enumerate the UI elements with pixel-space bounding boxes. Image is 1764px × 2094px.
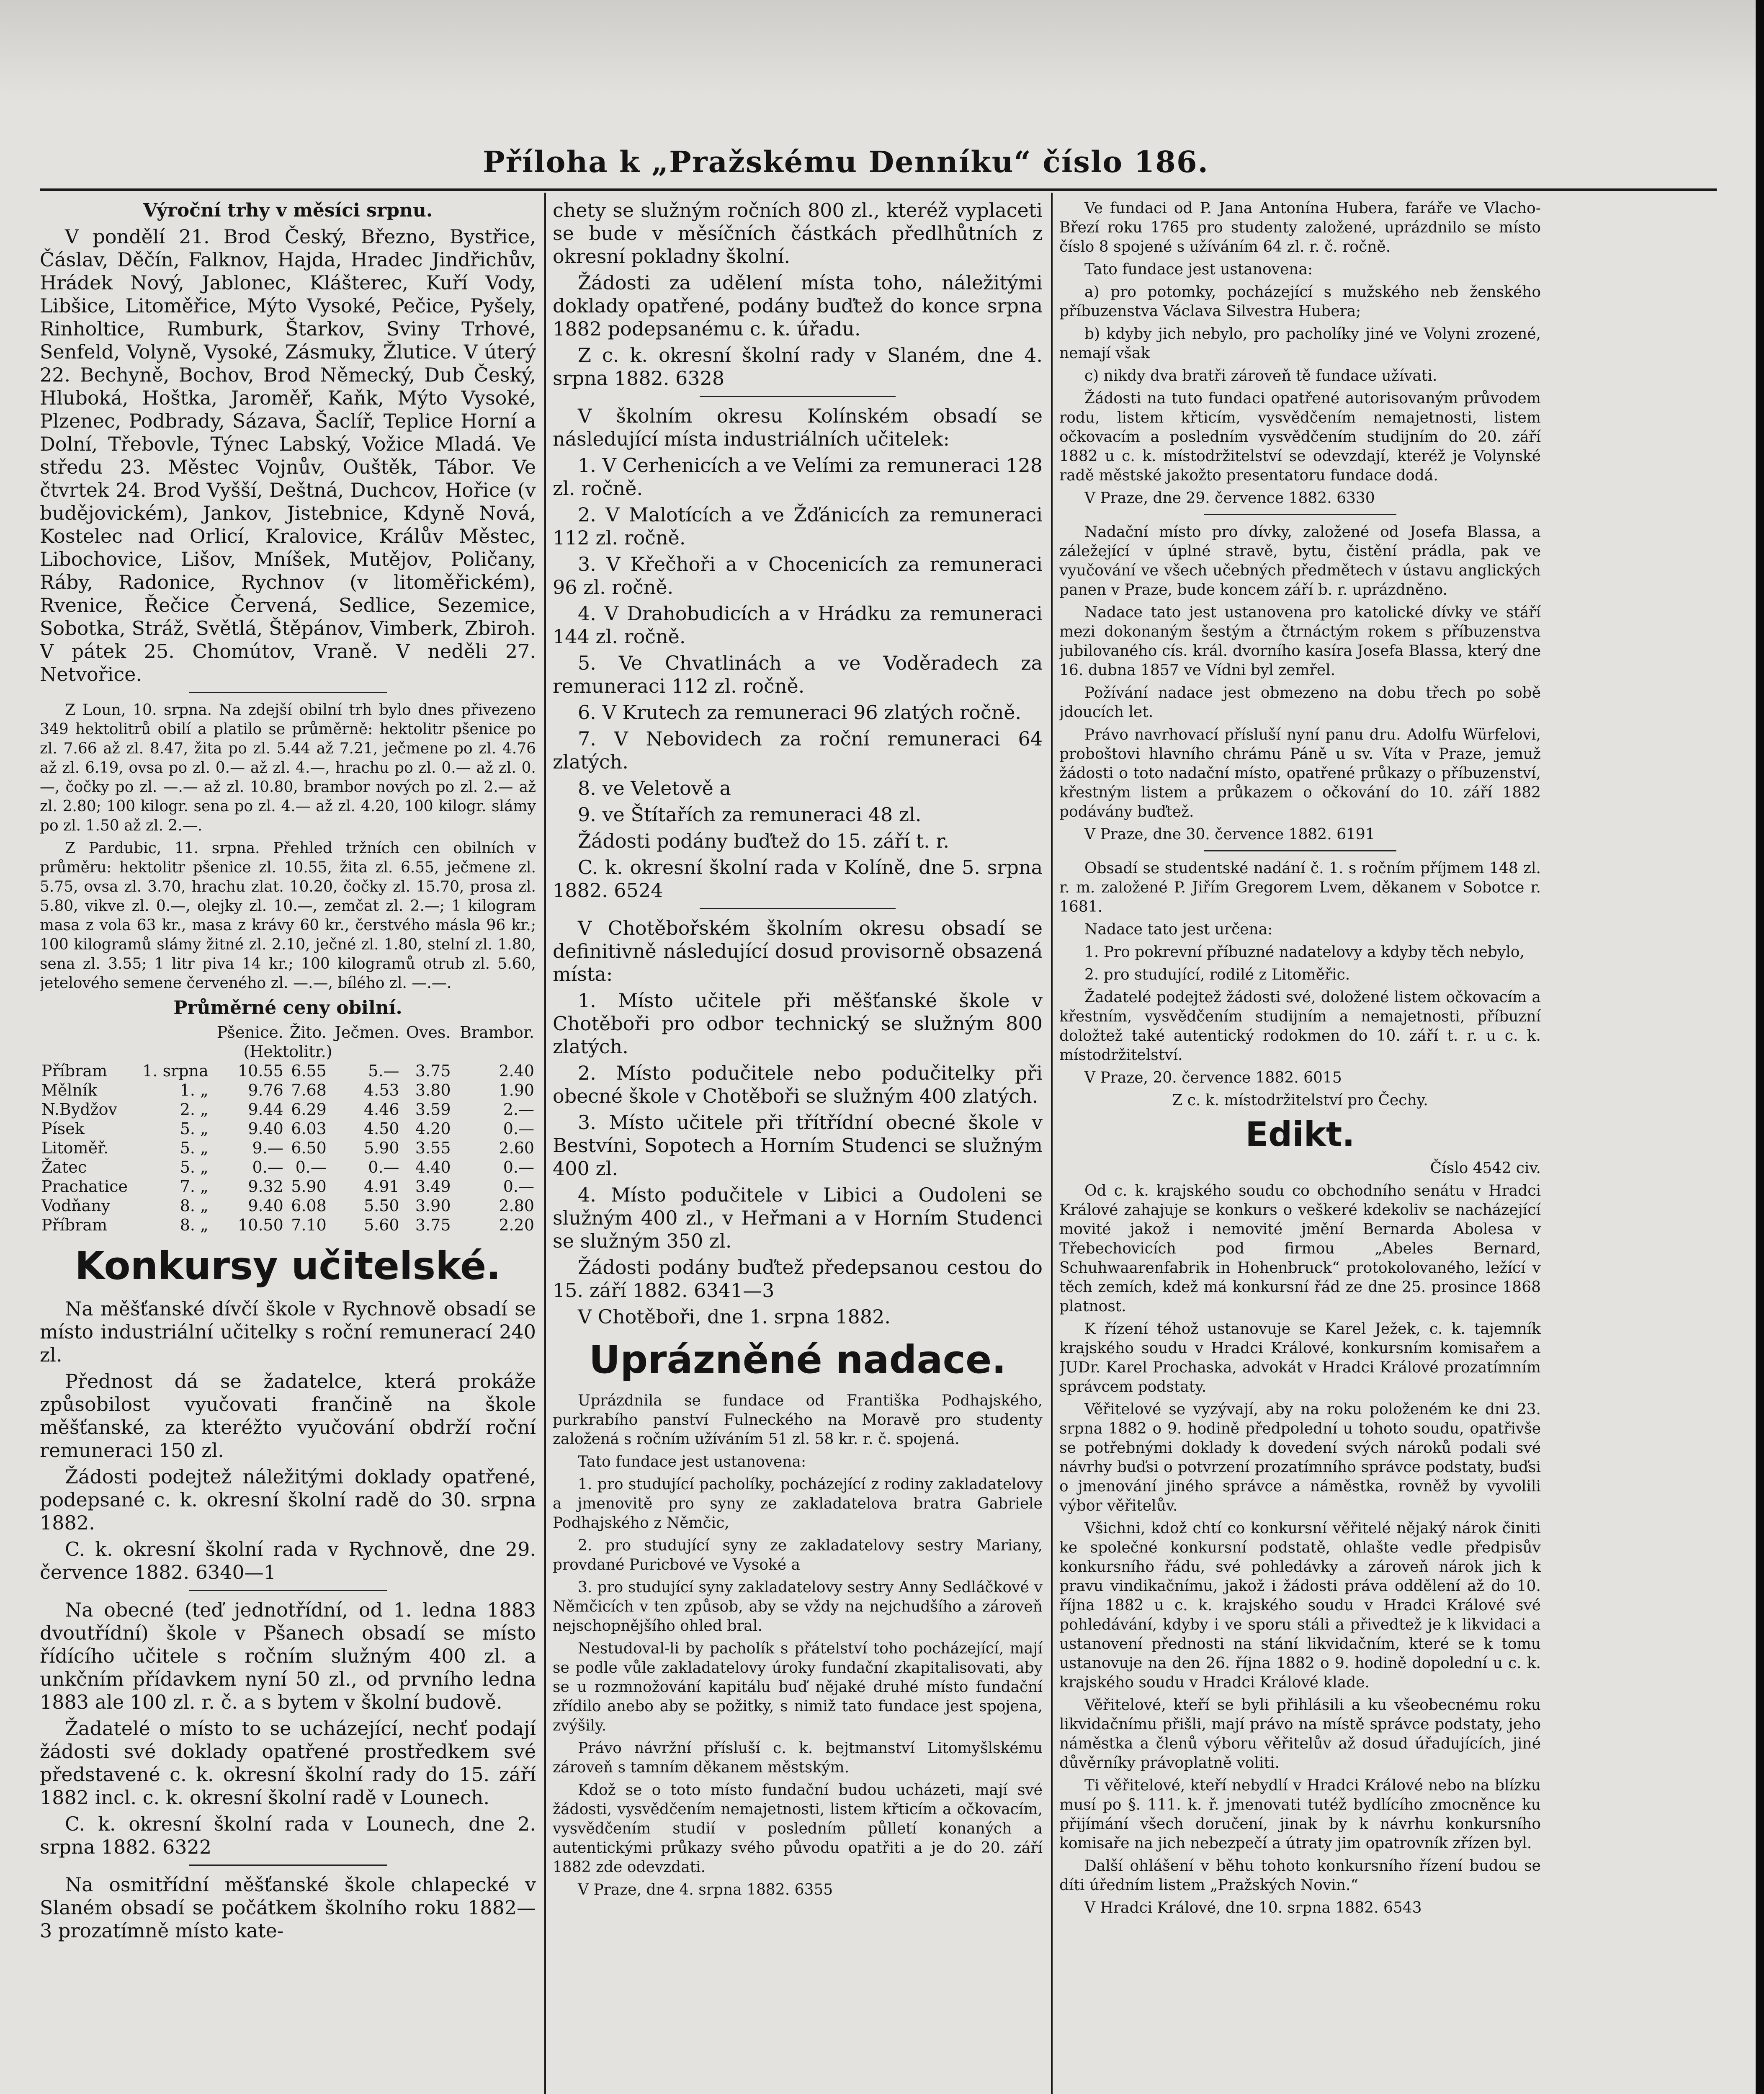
foundation-paragraph: Obsadí se studentské nadání č. 1. s ročním příjmem 148 zl. r. m. založené P. Jiřím Gregorem Lvem, děkanem v Sobotce r. 1681. [1059, 860, 1541, 915]
table-cell: 5.50 [363, 1197, 399, 1215]
table-cell: Žatec [41, 1158, 87, 1176]
separator [189, 692, 387, 693]
edict-paragraph: Věřitelové, kteří se byli přihlásili a ku všeobecnému roku likvidačnímu přišli, mají právo na místě správce podstaty, jeho náměstka a členů výboru věřitelův až dosud úřadujících, jiné důvěrníky právoplatně voliti. [1059, 1697, 1541, 1772]
table-header-cell [40, 1023, 136, 1042]
list-item: 4. V Drahobudicích a v Hrádku za remuneraci 144 zl. ročně. [553, 602, 1043, 648]
notice-signature: V Chotěboři, dne 1. srpna 1882. [578, 1305, 891, 1328]
foundation-signature: V Praze, dne 4. srpna 1882. 6355 [578, 1881, 833, 1898]
foundation-paragraph: Žadatelé podejtež žádosti své, doložené listem očkovacím a křestním, vysvědčením studijním a nemajetnosti, příbuzní doložtež také autentický rodokmen do 10. září t. r. u c. k. místodržitelství. [1059, 989, 1541, 1064]
competition-signature: C. k. okresní školní rada v Lounech, dne 2. srpna 1882. 6322 [40, 1813, 536, 1858]
separator [189, 1864, 387, 1866]
table-unit: (Hektolitr.) [243, 1042, 332, 1061]
teacher-competitions-title: Konkursy učitelské. [75, 1243, 501, 1288]
separator [700, 908, 896, 909]
table-cell: 0.— [503, 1158, 534, 1176]
louny-market-report: Z Loun, 10. srpna. Na zdejší obilní trh bylo dnes přivezeno 349 hektolitrů obilí a platilo se průměrně: hektolitr pšenice po zl. 7.66 až zl. 8.47, žita po zl. 5.44 až 7.21, ječmene po zl. 4.76 až zl. 6.19, ovsa po zl. 0.— až zl. 4.—, hrachu po zl. 0.— až zl. 0.—, čočky po zl. —.— až zl. 10.80, brambor nových po zl. 2.— až zl. 2.80; 100 kilogr. sena po zl. 4.— až zl. 4.20, 100 kilogr. slámy po zl. 1.50 až zl. 2.—. [40, 701, 536, 834]
table-cell: 0.— [503, 1119, 534, 1138]
table-cell: Mělník [41, 1081, 98, 1099]
list-item: 2. V Malotících a ve Žďánicích za remuneraci 112 zl. ročně. [553, 503, 1043, 549]
table-cell: 5.90 [291, 1177, 327, 1196]
edict-paragraph: Od c. k. krajského soudu co obchodního senátu v Hradci Králové zahajuje se konkurs o veškeré kdekoliv se nacházející movité jakož i nemovité jmění Bernarda Abolesa v Třebechovicích pod firmou „Abeles Bernard, Schuhwaarenfabrik in Hohenbruck“ protokolovaného, ležící v těch zemích, kdež má konkursní řád ze dne 25. prosince 1868 platnost. [1059, 1182, 1541, 1315]
edict-signature: V Hradci Králové, dne 10. srpna 1882. 6543 [1084, 1899, 1422, 1916]
competition-paragraph: Přednost dá se žadatelce, která prokáže způsobilost vyučovati frančině na škole měšťanské, za kteréžto vyučování obdrží roční remuneraci 150 zl. [40, 1370, 536, 1462]
table-row [40, 1081, 536, 1100]
table-cell: 5.60 [363, 1216, 399, 1234]
table-row [40, 1196, 536, 1215]
table-cell: 3.59 [415, 1100, 451, 1119]
table-cell: 9.32 [248, 1177, 283, 1196]
table-cell: Vodňany [41, 1197, 111, 1215]
header-rule [40, 188, 1717, 191]
table-unit-row [40, 1042, 536, 1061]
foundation-authority: Z c. k. místodržitelství pro Čechy. [1172, 1092, 1428, 1109]
competition-paragraph: Žádosti podejtež náležitými doklady opatřené, podepsané c. k. okresní školní radě do 30. srpna 1882. [40, 1465, 536, 1534]
notice-paragraph: Žádosti podány buďtež předepsanou cestou do 15. září 1882. 6341—3 [553, 1256, 1043, 1302]
table-cell: 3.75 [415, 1062, 451, 1080]
table-header-cell [136, 1023, 210, 1042]
list-item: 4. Místo podučitele v Libici a Oudoleni se služným 400 zl., v Heřmani a v Horním Studenci se služným 350 zl. [553, 1184, 1043, 1252]
table-cell: 4.91 [363, 1177, 399, 1196]
table-cell: 10.50 [238, 1216, 283, 1234]
table-header-cell: Žito. [289, 1023, 327, 1042]
table-row [40, 1158, 536, 1177]
list-item: 1. Místo učitele při měšťanské škole v Chotěboři pro odbor technický se služným 800 zlatých. [553, 989, 1043, 1058]
foundation-paragraph: a) pro potomky, pocházející s mužského neb ženského příbuzenstva Václava Silvestra Hubera; [1059, 284, 1541, 320]
competition-signature: C. k. okresní školní rada v Rychnově, dne 29. července 1882. 6340—1 [40, 1538, 536, 1583]
table-cell: 2.40 [499, 1062, 534, 1080]
competition-paragraph: Na osmitřídní měšťanské škole chlapecké v Slaném obsadí se počátkem školního roku 1882—3 prozatímně místo kate- [40, 1873, 536, 1942]
table-cell: 9.— [252, 1139, 283, 1157]
foundation-paragraph: Tato fundace jest ustanovena: [1084, 261, 1313, 278]
list-item: 7. V Nebovidech za roční remuneraci 64 zlatých. [553, 727, 1043, 773]
foundation-paragraph: 3. pro studující syny zakladatelovy sestry Anny Sedláčkové v Němčicích v ten způsob, aby se vždy na nejchudšího a zároveň nejschopnějšího ohled bral. [553, 1579, 1043, 1635]
table-header-cell: Oves. [406, 1023, 451, 1042]
table-cell: 3.49 [415, 1177, 451, 1196]
foundation-paragraph: Právo navrhovací přísluší nyní panu dru. Adolfu Würfelovi, proboštovi hlavního chrámu Páně u sv. Víta v Praze, jemuž žádosti o toto nadační místo, opatřené průkazy o příbuzenství, křestným listem a průkazem o očkování do 10. září 1882 podávány buďtež. [1059, 726, 1541, 820]
edict-paragraph: Další ohlášení v běhu tohoto konkursního řízení budou se díti úředním listem „Pražských Novin.“ [1059, 1857, 1541, 1894]
list-item: 6. V Krutech za remuneraci 96 zlatých ročně. [578, 701, 1022, 724]
column-divider-1 [544, 193, 546, 2094]
notice-paragraph: V školním okresu Kolínském obsadí se následující místa industriálních učitelek: [553, 405, 1043, 450]
table-cell: 3.75 [415, 1216, 451, 1234]
competition-paragraph: Na měšťanské dívčí škole v Rychnově obsadí se místo industriální učitelky s roční remunerací 240 zl. [40, 1297, 536, 1366]
table-cell: 3.90 [415, 1197, 451, 1215]
table-cell: 4.40 [415, 1158, 451, 1176]
edict-paragraph: Všichni, kdož chtí co konkursní věřitelé nějaký nárok činiti ke společné konkursní podstatě, ohlašte vedle předpisův konkursního řádu, své pohledávky a zároveň nárok jich k pravu vindikačnímu, jakož i žádosti práva oddělení až do 10. října 1882 u c. k. krajského soudu v Hradci Králové své pohledávání, kdyby i ve sporu stáli a přivedtež je k likvidaci a ustanovení přednosti na stání likvidačním, které se k tomu ustanovuje na den 26. října 1882 o 9. hodině dopolední u c. k. krajského soudu v Hradci Králové klade. [1059, 1520, 1541, 1691]
table-row [40, 1215, 536, 1235]
page-right-edge [1756, 0, 1764, 2094]
table-cell: 5.90 [363, 1139, 399, 1157]
table-cell: 9.44 [248, 1100, 283, 1119]
list-item: 8. ve Veletově a [578, 777, 731, 799]
table-cell: 5. „ [180, 1139, 209, 1157]
table-cell: 8. „ [180, 1216, 209, 1234]
table-cell: 4.50 [363, 1119, 399, 1138]
column-2 [553, 199, 1043, 2094]
table-cell: 4.53 [363, 1081, 399, 1099]
table-cell: 6.03 [291, 1119, 327, 1138]
foundation-paragraph: Uprázdnila se fundace od Františka Podhajského, purkrabího panství Fulneckého na Moravě pro studenty založená s ročním užíváním 51 zl. 58 kr. r. č. spojená. [553, 1392, 1043, 1448]
foundation-paragraph: Tato fundace jest ustanovena: [578, 1453, 806, 1470]
separator [189, 1590, 387, 1591]
table-cell: 8. „ [180, 1197, 209, 1215]
table-header-cell: Pšenice. [216, 1023, 283, 1042]
competition-paragraph: Na obecné (teď jednotřídní, od 1. ledna 1883 dvoutřídní) škole v Pšanech obsadí se místo řídícího učitele s ročním služným 400 zl. a unkčním přídavkem nyní 50 zl., od prvního ledna 1883 ale 100 zl. r. č. a s bytem v školní budově. [40, 1599, 536, 1713]
table-cell: 6.08 [291, 1197, 327, 1215]
table-cell: Litoměř. [41, 1139, 109, 1157]
notice-paragraph: V Chotěbořském školním okresu obsadí se definitivně následující dosud provisorně obsazená místa: [553, 917, 1043, 985]
foundation-paragraph: 1. Pro pokrevní příbuzné nadatelovy a kdyby těch nebylo, [1084, 944, 1525, 961]
foundation-paragraph: Právo návržní přísluší c. k. bejtmanství Litomyšlskému zároveň s tamním děkanem městským. [553, 1740, 1043, 1776]
foundation-paragraph: 2. pro studující syny ze zakladatelovy sestry Mariany, provdané Puricbové ve Vysoké a [553, 1537, 1043, 1573]
foundation-signature: V Praze, dne 29. července 1882. 6330 [1084, 490, 1375, 507]
foundation-paragraph: Kdož se o toto místo fundační budou ucházeti, mají své žádosti, vysvědčením nemajetnosti, listem křticím a očkovacím, vysvědčením studií v posledním půlletí konaných a autentickými průkazy svého původu opatřiti a je do 20. září 1882 zde odevzdati. [553, 1782, 1043, 1876]
edict-paragraph: K řízení téhož ustanovuje se Karel Ježek, c. k. tajemník krajského soudu v Hradci Králové, konkursním komisařem a JUDr. Karel Prochaska, advokát v Hradci Králové prozatímním správcem podstaty. [1059, 1320, 1541, 1395]
table-cell: 5. „ [180, 1119, 209, 1138]
edict-paragraph: Ti věřitelové, kteří nebydlí v Hradci Králové nebo na blízku musí po §. 111. k. ř. jmenovati tutéž bydlícího zmocněnce ku přijímání všech doručení, jinak by k návrhu konkursního komisaře na jich nebezpečí a útraty jim opatrovník zřízen byl. [1059, 1777, 1541, 1852]
table-header-row [40, 1023, 536, 1042]
table-cell: 2.80 [499, 1197, 534, 1215]
pardubice-market-report: Z Pardubic, 11. srpna. Přehled tržních cen obilních v průměru: hektolitr pšenice zl. 10.55, žita zl. 6.55, ječmene zl. 5.75, ovsa zl. 3.70, hrachu zlat. 10.20, čočky zl. 15.70, prosa zl. 5.80, vikve zl. 0.—, olejky zl. 10.—, zemčat zl. 2.—; 1 kilogram masa z volа 63 kr., masa z krávy 60 kr., čerstvého másla 96 kr.; 100 kilogramů slámy žitné zl. 2.10, ječné zl. 1.80, stelní zl. 1.80, sena zl. 3.55; 1 litr piva 14 kr.; 100 kilogramů otrub zl. 5.60, jetelového semene červeného zl. —.—, bílého zl. —.—. [40, 840, 536, 992]
foundation-paragraph: Nadační místo pro dívky, založené od Josefa Blassa, a záležející v úplné stravě, bytu, čistění prádla, pak ve vyučování ve všech učebných předmětech v ústavu anglických panen v Praze, bude koncem září b. r. uprázdněno. [1059, 524, 1541, 598]
table-row [40, 1138, 536, 1158]
table-cell: Písek [41, 1119, 85, 1138]
foundation-paragraph: Žádosti na tuto fundaci opatřené autorisovaným průvodem rodu, listem křticím, vysvědčením nemajetnosti, listem očkovacím a posledním vysvědčením studijním do 20. září 1882 u c. k. místodržitelství se odevzdají, kteréž je Volynské radě městské jakožto presentatoru fundace dodá. [1059, 390, 1541, 484]
markets-title: Výroční trhy v měsíci srpnu. [143, 200, 433, 221]
separator [1204, 514, 1396, 515]
table-cell: 4.20 [415, 1119, 451, 1138]
edict-title: Edikt. [1245, 1115, 1355, 1154]
table-cell: 2.20 [499, 1216, 534, 1234]
table-cell: 1.90 [499, 1081, 534, 1099]
markets-text: V pondělí 21. Brod Český, Březno, Bystřice, Čáslav, Děčín, Falknov, Hajda, Hradec Jindřichův, Hrádek Nový, Jablonec, Klášterec, Kuří Vody, Libšice, Litoměřice, Mýto Vysoké, Pečice, Pyšely, Rinholtice, Rumburk, Štarkov, Sviny Trhové, Senfeld, Volyně, Vysoké, Zásmuky, Žlutice. V úterý 22. Bechyně, Bochov, Brod Německý, Dub Český, Hluboká, Hoštka, Jaroměř, Kaňk, Mýto Vysoké, Plzenec, Podbrady, Sázava, Šaclíř, Teplice Horní a Dolní, Třebovle, Týnec Labský, Vožice Mladá. Ve středu 23. Městec Vojnův, Ouštěk, Tábor. Ve čtvrtek 24. Brod Vyšší, Deštná, Duchcov, Hořice (v budějovickém), Jankov, Jistebnice, Kdyně Nová, Kostelec nad Orlicí, Kralovice, Králův Městec, Libochovice, Lišov, Mníšek, Mutějov, Poličany, Ráby, Radonice, Rychnov (v litoměřickém), Rvenice, Řečice Červená, Sedlice, Sezemice, Sobotka, Stráž, Světlá, Štěpánov, Vimberk, Zbiroh. V pátek 25. Chomútov, Vraně. V neděli 27. Netvořice. [40, 225, 536, 686]
column-3 [1059, 199, 1541, 2094]
notice-signature: Z c. k. okresní školní rady v Slaném, dne 4. srpna 1882. 6328 [553, 344, 1043, 389]
foundation-signature: V Praze, dne 30. července 1882. 6191 [1084, 826, 1375, 843]
grain-prices-title: Průměrné ceny obilní. [173, 997, 402, 1019]
table-header-cell: Brambor. [459, 1023, 534, 1042]
table-cell: 5. „ [180, 1158, 209, 1176]
column-1 [40, 199, 536, 2094]
page-title: Příloha k „Pražskému Denníku“ číslo 186. [483, 144, 1209, 179]
foundation-paragraph: b) kdyby jich nebylo, pro pacholíky jiné ve Volyni zrozené, nemají však [1059, 325, 1541, 362]
table-body [40, 1061, 536, 1235]
foundation-paragraph: Ve fundaci od P. Jana Antonína Hubera, faráře ve Vlacho-Březí roku 1765 pro studenty založené, uprázdnilo se místo číslo 8 spojené s užíváním 64 zl. r. č. ročně. [1059, 200, 1541, 255]
table-cell: 1. „ [180, 1081, 209, 1099]
table-cell: 2.60 [499, 1139, 534, 1157]
table-cell: 3.55 [415, 1139, 451, 1157]
foundation-paragraph: Nadace tato jest určena: [1084, 921, 1273, 938]
table-cell: 7.10 [291, 1216, 327, 1234]
table-cell: 0.— [295, 1158, 327, 1176]
list-item: 5. Ve Chvatlinách a ve Voděradech za remuneraci 112 zl. ročně. [553, 652, 1043, 697]
table-cell: N.Bydžov [41, 1100, 117, 1119]
table-row [40, 1119, 536, 1138]
competition-paragraph: Žadatelé o místo to se ucházející, nechť podají žádosti své doklady opatřené prostředkem své představené c. k. okresní školní rady do 15. září 1882 incl. c. k. okresní školní radě v Lounech. [40, 1717, 536, 1809]
table-cell: 7. „ [180, 1177, 209, 1196]
table-cell: 4.46 [363, 1100, 399, 1119]
grain-prices-table [40, 1023, 536, 1235]
foundation-paragraph: c) nikdy dva bratři zároveň tě fundace užívati. [1084, 367, 1437, 384]
notice-signature: C. k. okresní školní rada v Kolíně, dne 5. srpna 1882. 6524 [553, 856, 1043, 902]
foundation-signature: V Praze, 20. července 1882. 6015 [1084, 1069, 1342, 1086]
foundation-paragraph: 2. pro studující, rodilé z Litoměřic. [1084, 966, 1350, 983]
table-cell: 2.— [503, 1100, 534, 1119]
table-cell: 10.55 [238, 1062, 283, 1080]
table-row [40, 1100, 536, 1119]
separator [700, 396, 896, 397]
table-cell: 6.55 [291, 1062, 327, 1080]
list-item: 1. V Cerhenicích a ve Velími za remuneraci 128 zl. ročně. [553, 454, 1043, 500]
edict-paragraph: Věřitelové se vyzývají, aby na roku položeném ke dni 23. srpna 1882 o 9. hodině předpolední u tohoto soudu, opatřivše se potřebnými doklady k dovedení svých nároků podali své návrhy buďsi o potvrzení prozatímního správce podstaty, buďsi o jmenování jiného správce a náměstka, rovněž by vyvolili výbor věřitelův. [1059, 1401, 1541, 1514]
table-cell: 0.— [252, 1158, 283, 1176]
foundation-paragraph: 1. pro studující pacholíky, pocházející z rodiny zakladatelovy a jmenovitě pro syny ze zakladatelova bratra Gabriele Podhajského z Němčic, [553, 1476, 1043, 1532]
foundation-paragraph: Požívání nadace jest obmezeno na dobu třech po sobě jdoucích let. [1059, 684, 1541, 721]
table-cell: 9.40 [248, 1197, 283, 1215]
table-cell: 5.— [368, 1062, 399, 1080]
list-item: 3. Místo učitele při třítřídní obecné škole v Bestvíni, Sopotech a Horním Studenci se služným 400 zl. [553, 1111, 1043, 1180]
table-cell: 9.40 [248, 1119, 283, 1138]
notice-paragraph: Žádosti za udělení místa toho, náležitými doklady opatřené, podány buďtež do konce srpna 1882 podepsanému c. k. úřadu. [553, 271, 1043, 340]
table-row [40, 1177, 536, 1196]
notice-paragraph: chety se služným ročních 800 zl., kteréž vyplaceti se bude v měsíčních částkách předlhůtních z okresní pokladny školní. [553, 199, 1043, 268]
table-row [40, 1061, 536, 1081]
table-cell: 2. „ [180, 1100, 209, 1119]
table-cell: Prachatice [41, 1177, 128, 1196]
separator [1204, 850, 1396, 851]
table-cell: 6.29 [291, 1100, 327, 1119]
notice-paragraph: Žádosti podány buďtež do 15. září t. r. [578, 830, 950, 852]
table-cell: Příbram [41, 1062, 108, 1080]
list-item: 9. ve Štítařích za remuneraci 48 zl. [578, 803, 922, 826]
foundation-paragraph: Nadace tato jest ustanovena pro katolické dívky ve stáří mezi dokonaným šestým a čtrnáctým rokem s příbuzenstva jubilovaného cís. král. dvorního kasíra Josefa Blassa, který dne 16. dubna 1857 ve Vídni byl zemřel. [1059, 604, 1541, 679]
table-cell: 7.68 [291, 1081, 327, 1099]
column-divider-2 [1051, 193, 1053, 2094]
list-item: 2. Místo podučitele nebo podučitelky při obecné škole v Chotěboři se služným 400 zlatých. [553, 1062, 1043, 1107]
table-cell: 6.50 [291, 1139, 327, 1157]
table-cell: Příbram [41, 1216, 108, 1234]
foundation-paragraph: Nestudoval-li by pacholík s přátelství toho pocházející, mají se podle vůle zakladatelovy úroky fundační zkapitalisovati, aby se u rozmnožování kapitálu buď nějaké druhé místo fundační zřídilo anebo aby se požitky, s nimiž tato fundace jest spojena, zvýšily. [553, 1640, 1043, 1734]
table-cell: 3.80 [415, 1081, 451, 1099]
table-cell: 9.76 [248, 1081, 283, 1099]
table-cell: 0.— [503, 1177, 534, 1196]
page-top-edge [0, 0, 1764, 101]
table-cell: 1. srpna [142, 1062, 209, 1080]
table-header-cell: Ječmen. [335, 1023, 399, 1042]
edict-number: Číslo 4542 civ. [1430, 1160, 1541, 1177]
table-cell: 0.— [368, 1158, 399, 1176]
list-item: 3. V Křečhoři a v Chocenicích za remuneraci 96 zl. ročně. [553, 553, 1043, 598]
vacant-foundations-title: Uprázněné nadace. [589, 1337, 1007, 1382]
